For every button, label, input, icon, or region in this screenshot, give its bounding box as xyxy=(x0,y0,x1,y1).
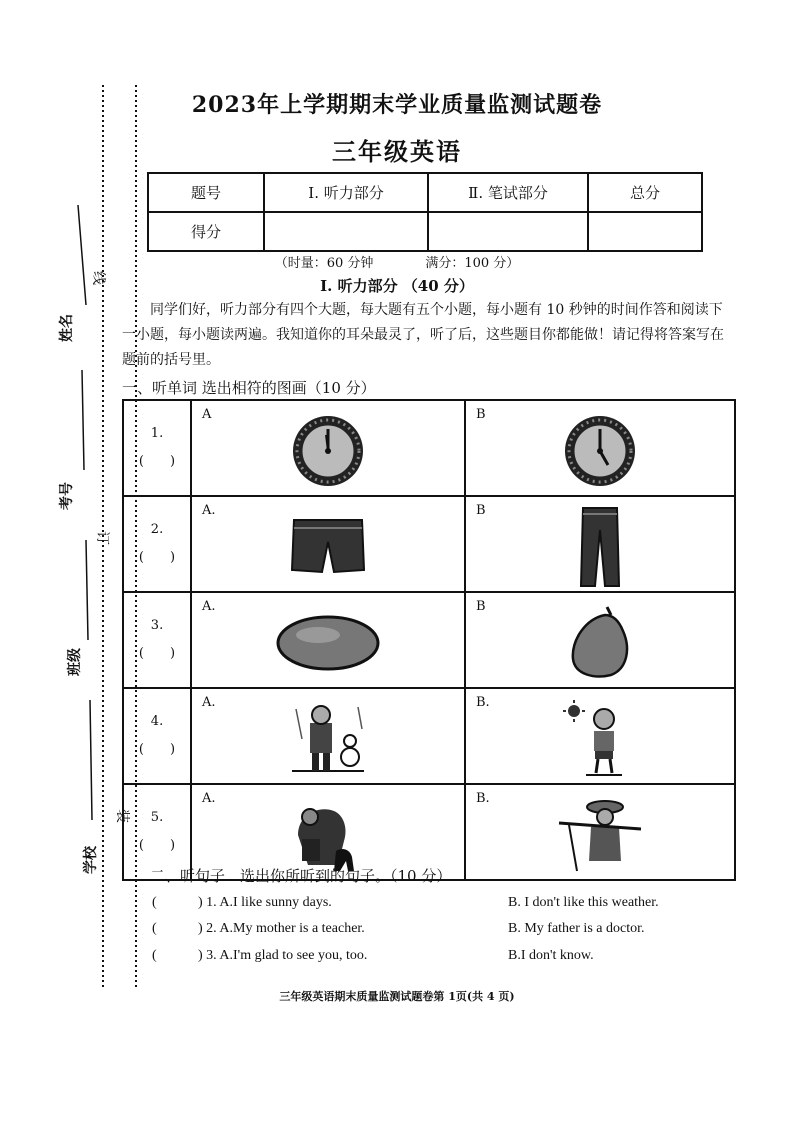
score-header-number: 题号 xyxy=(148,173,264,212)
question-number: 5. xyxy=(150,810,164,825)
sentence-row: ( ) 1. A.I like sunny days. xyxy=(152,895,332,910)
farmer-icon xyxy=(555,795,645,875)
answer-bracket[interactable]: ( xyxy=(152,895,157,910)
sentence-option-b: B. I don't like this weather. xyxy=(508,895,659,910)
sentence-option-a: 1. A.I like sunny days. xyxy=(206,895,332,910)
option-a-label: A. xyxy=(202,695,216,710)
sentence-row: ( ) 2. A.My mother is a teacher. xyxy=(152,921,365,936)
exam-title: 2023年上学期期末学业质量监测试题卷 xyxy=(191,92,603,118)
binding-mark-line: 线 xyxy=(90,271,106,285)
exam-number-field-label: 考号 xyxy=(59,482,75,510)
question-number: 1. xyxy=(150,426,164,441)
binding-mark-staple: 订 xyxy=(94,531,110,545)
answer-bracket[interactable]: ( ) xyxy=(138,550,176,565)
exam-subtitle: 三年级英语 xyxy=(332,137,462,166)
sentence-option-b: B. My father is a doctor. xyxy=(508,921,645,936)
clock-icon xyxy=(562,413,638,489)
sentence-option-b: B.I don't know. xyxy=(508,948,594,963)
answer-bracket[interactable]: ( ) xyxy=(138,838,176,853)
option-b-label: B. xyxy=(476,791,490,806)
school-field-label: 学校 xyxy=(83,846,99,874)
sentence-option-a: 2. A.My mother is a teacher. xyxy=(206,921,365,936)
option-b-label: B xyxy=(476,503,486,518)
option-a-cell[interactable] xyxy=(191,496,465,592)
sentence-row: ( ) 3. A.I'm glad to see you, too. xyxy=(152,948,368,963)
answer-bracket[interactable]: ( ) xyxy=(138,454,176,469)
section1-intro: 同学们好，听力部分有四个大题，每大题有五个小题，每小题有 10 秒钟的时间作答和阅读下一小题，每小题读两遍。我知道你的耳朵最灵了，听了后，这些题目你都能做！请记得将答案写在题前的括号里。 xyxy=(122,302,724,368)
sentence-option-a: 3. A.I'm glad to see you, too. xyxy=(206,948,368,963)
option-a-label: A xyxy=(202,407,212,422)
answer-bracket[interactable]: ( ) xyxy=(138,646,176,661)
clock-icon xyxy=(290,413,366,489)
score-cell-total[interactable] xyxy=(588,212,702,251)
cold-weather-icon xyxy=(288,699,368,779)
score-row-label: 得分 xyxy=(148,212,264,251)
option-a-cell[interactable] xyxy=(191,688,465,784)
shorts-icon xyxy=(288,516,368,578)
pants-icon xyxy=(575,506,625,588)
question-row xyxy=(123,688,735,784)
option-a-label: A. xyxy=(202,599,216,614)
picture-question-table xyxy=(122,399,736,881)
option-b-label: B. xyxy=(476,695,490,710)
part1-heading: 一、听单词 选出相符的图画（10 分） xyxy=(122,379,376,397)
option-b-cell[interactable] xyxy=(465,784,735,880)
option-a-label: A. xyxy=(202,503,216,518)
option-b-cell[interactable] xyxy=(465,496,735,592)
question-number: 4. xyxy=(150,714,164,729)
option-a-cell[interactable] xyxy=(191,592,465,688)
binding-mark-bind: 装 xyxy=(114,809,130,823)
name-field-label: 姓名 xyxy=(59,314,75,342)
question-row xyxy=(123,592,735,688)
answer-bracket[interactable]: ( xyxy=(152,921,157,936)
option-a-cell[interactable] xyxy=(191,400,465,496)
question-number: 2. xyxy=(150,522,164,537)
section1-title: Ⅰ. 听力部分 （40 分） xyxy=(320,277,474,295)
question-row xyxy=(123,496,735,592)
score-cell-listening[interactable] xyxy=(264,212,428,251)
option-b-label: B xyxy=(476,407,486,422)
lemon-icon xyxy=(273,613,383,673)
page-footer: 三年级英语期末质量监测试题卷第 1页(共 4 页) xyxy=(279,990,515,1003)
option-b-cell[interactable] xyxy=(465,400,735,496)
score-table xyxy=(147,172,703,252)
option-a-label: A. xyxy=(202,791,216,806)
option-b-cell[interactable] xyxy=(465,688,735,784)
class-field-label: 班级 xyxy=(67,648,83,676)
hot-weather-icon xyxy=(560,699,640,779)
pear-icon xyxy=(565,605,635,681)
answer-bracket[interactable]: ( ) xyxy=(138,742,176,757)
score-header-listening: Ⅰ. 听力部分 xyxy=(264,173,428,212)
cowboy-icon xyxy=(288,795,368,875)
option-b-cell[interactable] xyxy=(465,592,735,688)
question-row xyxy=(123,400,735,496)
score-header-writing: Ⅱ. 笔试部分 xyxy=(428,173,588,212)
score-header-total: 总分 xyxy=(588,173,702,212)
part2-heading: 二、听句子 选出你所听到的句子。（10 分） xyxy=(150,867,452,885)
exam-info: （时量：60 分钟 满分：100 分） xyxy=(274,256,520,271)
question-number: 3. xyxy=(150,618,164,633)
option-b-label: B xyxy=(476,599,486,614)
score-cell-writing[interactable] xyxy=(428,212,588,251)
answer-bracket[interactable]: ( xyxy=(152,948,157,963)
